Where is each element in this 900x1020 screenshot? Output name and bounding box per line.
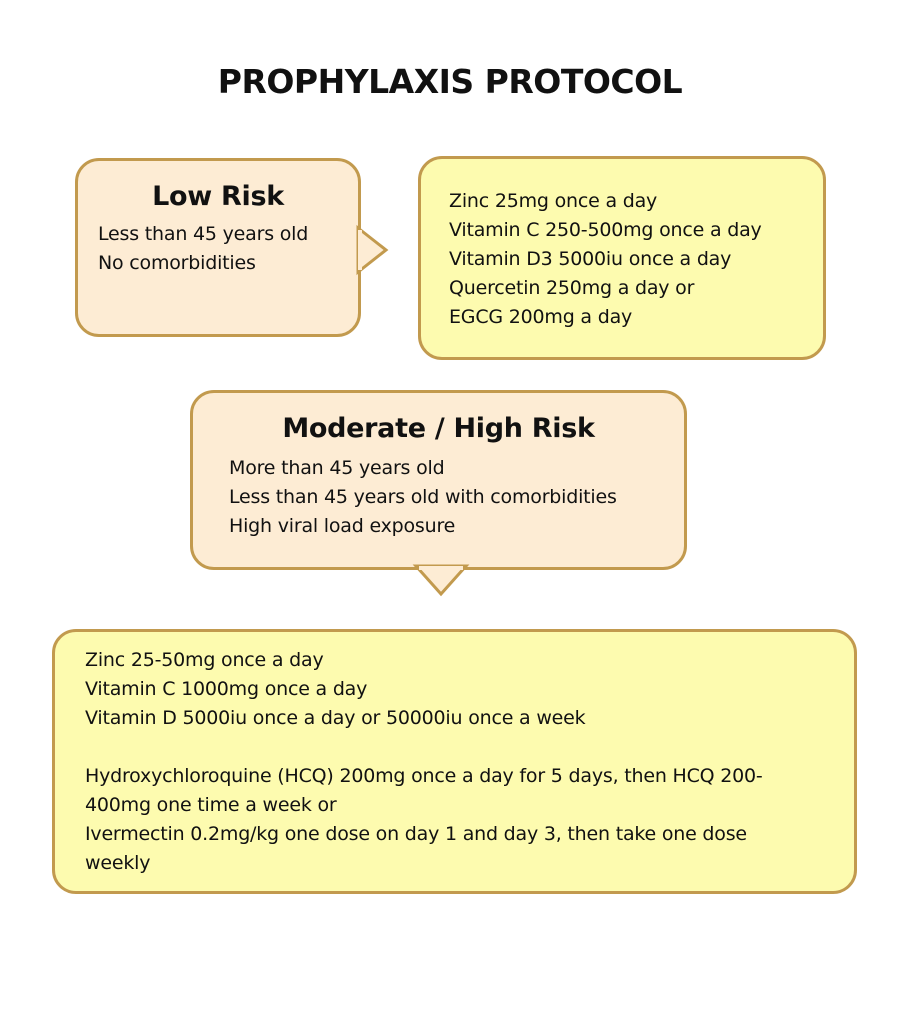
low-risk-criterion: Less than 45 years old [98,223,309,245]
regimen-item: Hydroxychloroquine (HCQ) 200mg once a day for 5 days, then HCQ 200- [85,765,763,787]
moderate-high-risk-box [190,390,687,570]
low-risk-regimen-list [421,159,823,332]
moderate-risk-criterion: More than 45 years old [229,457,445,479]
low-risk-heading: Low Risk [152,181,284,212]
moderate-high-regimen-box [52,629,857,894]
moderate-high-risk-criteria [193,454,684,541]
low-risk-criterion: No comorbidities [98,252,256,274]
moderate-risk-criterion: Less than 45 years old with comorbidities [229,486,617,508]
moderate-risk-criterion: High viral load exposure [229,515,456,537]
regimen-item: Ivermectin 0.2mg/kg one dose on day 1 and day 3, then take one dose [85,823,747,845]
page-title: PROPHYLAXIS PROTOCOL [217,62,683,101]
regimen-item: Vitamin D3 5000iu once a day [449,248,732,270]
regimen-item: weekly [85,852,151,874]
spacer [85,733,832,762]
moderate-high-regimen-list [55,632,854,878]
regimen-item: EGCG 200mg a day [449,306,633,328]
low-risk-regimen-box [418,156,826,360]
regimen-item: Quercetin 250mg a day or [449,277,695,299]
regimen-item: 400mg one time a week or [85,794,337,816]
low-risk-box [75,158,361,337]
regimen-item: Zinc 25-50mg once a day [85,649,324,671]
down-arrow-connector [414,566,468,600]
right-arrow-connector [358,226,390,276]
regimen-item: Vitamin C 1000mg once a day [85,678,368,700]
low-risk-criteria [78,220,358,278]
regimen-item: Vitamin D 5000iu once a day or 50000iu once a week [85,707,586,729]
regimen-item: Vitamin C 250-500mg once a day [449,219,762,241]
regimen-item: Zinc 25mg once a day [449,190,658,212]
moderate-high-risk-heading: Moderate / High Risk [282,413,595,444]
